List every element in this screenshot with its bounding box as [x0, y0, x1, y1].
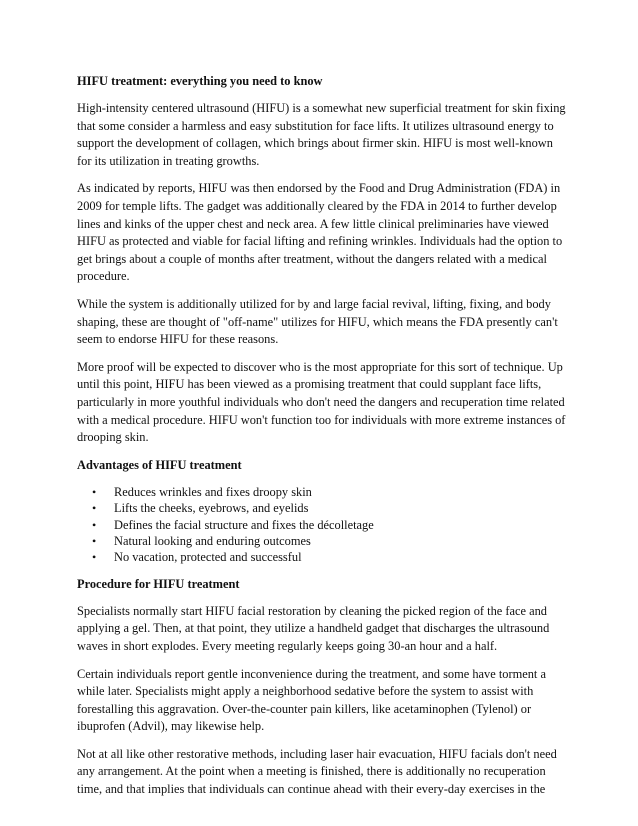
bullet-icon: •: [92, 550, 97, 565]
intro-paragraph-4: More proof will be expected to discover who is the most appropriate for this sort of technique. Up until this point, HIFU has been viewed as a promising treatment that could supplant face lifts, particularly in more youthful individuals who don't need the dangers and recuperation time related with a medical procedure. HIFU won't function too for individuals with more extreme instances of drooping skin.: [77, 359, 566, 445]
procedure-paragraph-3: Not at all like other restorative methods, including laser hair evacuation, HIFU facials don't need any arrangement. At the point when a meeting is finished, there is additionally no recuperation time, and that implies that individuals can continue ahead with their every-day exercises in the: [77, 746, 557, 797]
list-item: • Defines the facial structure and fixes the décolletage: [92, 517, 374, 532]
list-item: • Reduces wrinkles and fixes droopy skin: [92, 484, 312, 499]
advantages-heading: Advantages of HIFU treatment: [77, 457, 242, 472]
bullet-icon: •: [92, 533, 97, 548]
advantages-list: [77, 484, 566, 566]
list-item: • Natural looking and enduring outcomes: [92, 533, 311, 548]
procedure-paragraph-2: Certain individuals report gentle inconvenience during the treatment, and some have torment a while later. Specialists might apply a neighborhood sedative before the system to assist with forestalling this aggravation. Over-the-counter pain killers, like acetaminophen (Tylenol) or ibuprofen (Advil), may likewise help.: [77, 666, 546, 734]
list-item: • Lifts the cheeks, eyebrows, and eyelids: [92, 501, 309, 516]
bullet-icon: •: [92, 484, 97, 499]
procedure-paragraph-1: Specialists normally start HIFU facial restoration by cleaning the picked region of the face and applying a gel. Then, at that point, they utilize a handheld gadget that discharges the ultrasound waves in short explodes. Every meeting regularly keeps going 30-an hour and a half.: [77, 603, 550, 653]
bullet-icon: •: [92, 517, 97, 532]
bullet-icon: •: [92, 501, 97, 516]
procedure-heading: Procedure for HIFU treatment: [77, 576, 240, 591]
intro-paragraph-2: As indicated by reports, HIFU was then endorsed by the Food and Drug Administration (FDA) in 2009 for temple lifts. The gadget was additionally cleared by the FDA in 2014 to further develop lines and kinks of the upper chest and neck area. A few little clinical preliminaries have viewed HIFU as protected and viable for facial lifting and refining wrinkles. Individuals had the option to get brings about a couple of months after treatment, without the dangers related with a medical procedure.: [77, 181, 563, 284]
document-title: HIFU treatment: everything you need to know: [77, 74, 323, 88]
intro-paragraph-1: High-intensity centered ultrasound (HIFU) is a somewhat new superficial treatment for skin fixing that some consider a harmless and easy substitution for face lifts. It utilizes ultrasound energy to support the development of collagen, which brings about firmer skin. HIFU is most well-known for its utilization in treating growths.: [77, 101, 566, 168]
list-item: • No vacation, protected and successful: [92, 550, 302, 565]
intro-paragraph-3: While the system is additionally utilized for by and large facial revival, lifting, fixing, and body shaping, these are thought of "off-name" utilizes for HIFU, which means the FDA presently can't seem to endorse HIFU for these reasons.: [77, 296, 558, 347]
